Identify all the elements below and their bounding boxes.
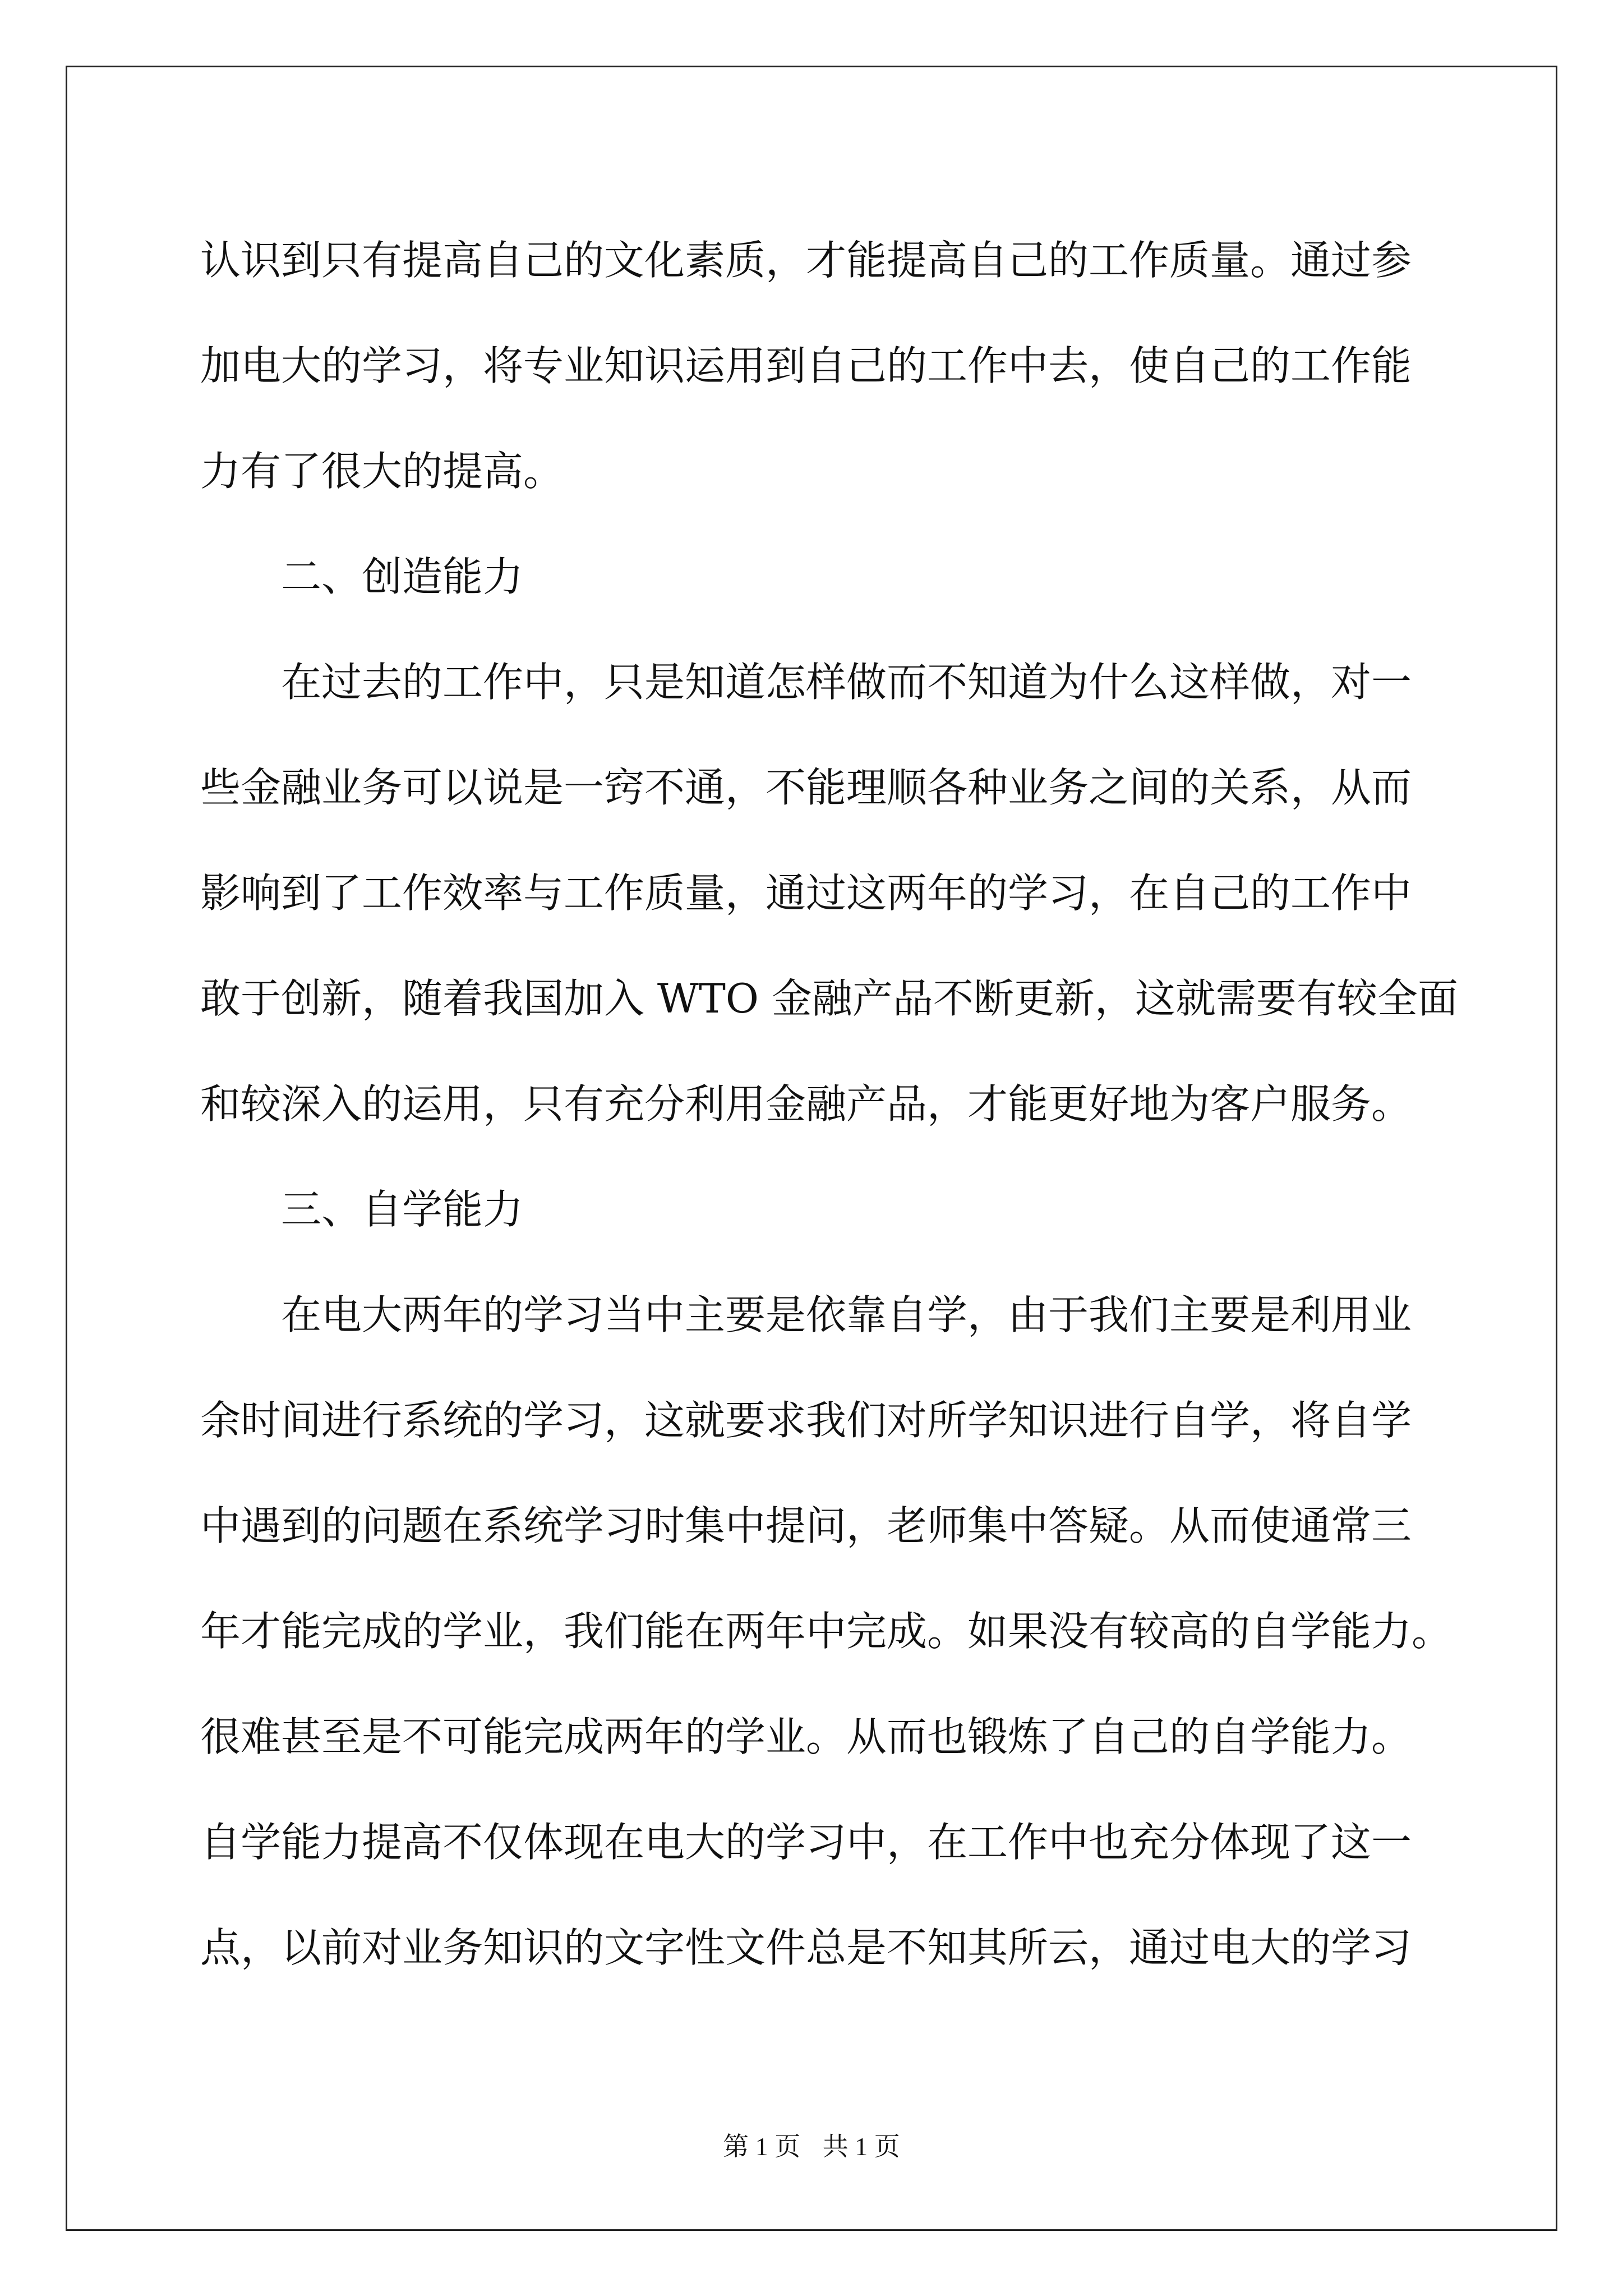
document-body (200, 208, 1458, 2000)
paragraph-line: 加电大的学习，将专业知识运用到自己的工作中去，使自己的工作能 (200, 342, 1412, 389)
paragraph-line: 年才能完成的学业，我们能在两年中完成。如果没有较高的自学能力。 (200, 1608, 1453, 1655)
paragraph-line: 很难甚至是不可能完成两年的学业。从而也锻炼了自己的自学能力。 (200, 1713, 1412, 1760)
section-heading: 二、创造能力 (281, 553, 524, 600)
page-footer (0, 2126, 1623, 2163)
paragraph-line: 在电大两年的学习当中主要是依靠自学，由于我们主要是利用业 (281, 1291, 1412, 1338)
paragraph-line: 和较深入的运用，只有充分利用金融产品，才能更好地为客户服务。 (200, 1080, 1412, 1128)
paragraph-line: 中遇到的问题在系统学习时集中提问，老师集中答疑。从而使通常三 (200, 1502, 1412, 1549)
paragraph-line: 点，以前对业务知识的文字性文件总是不知其所云，通过电大的学习 (200, 1924, 1412, 1971)
paragraph-line: 敢于创新，随着我国加入 WTO 金融产品不断更新，这就需要有较全面 (200, 975, 1458, 1022)
paragraph-line: 余时间进行系统的学习，这就要求我们对所学知识进行自学，将自学 (200, 1397, 1412, 1444)
paragraph-line: 力有了很大的提高。 (200, 448, 564, 495)
paragraph-line: 认识到只有提高自己的文化素质，才能提高自己的工作质量。通过参 (200, 237, 1412, 284)
paragraph-line: 在过去的工作中，只是知道怎样做而不知道为什么这样做，对一 (281, 659, 1412, 706)
page-number: 第 1 页 (723, 2132, 801, 2161)
section-heading: 三、自学能力 (281, 1186, 524, 1233)
paragraph-line: 影响到了工作效率与工作质量，通过这两年的学习，在自己的工作中 (200, 869, 1412, 917)
paragraph-line: 些金融业务可以说是一窍不通，不能理顺各种业务之间的关系，从而 (200, 764, 1412, 811)
paragraph-line: 自学能力提高不仅体现在电大的学习中，在工作中也充分体现了这一 (200, 1819, 1412, 1866)
page-total: 共 1 页 (822, 2132, 900, 2161)
